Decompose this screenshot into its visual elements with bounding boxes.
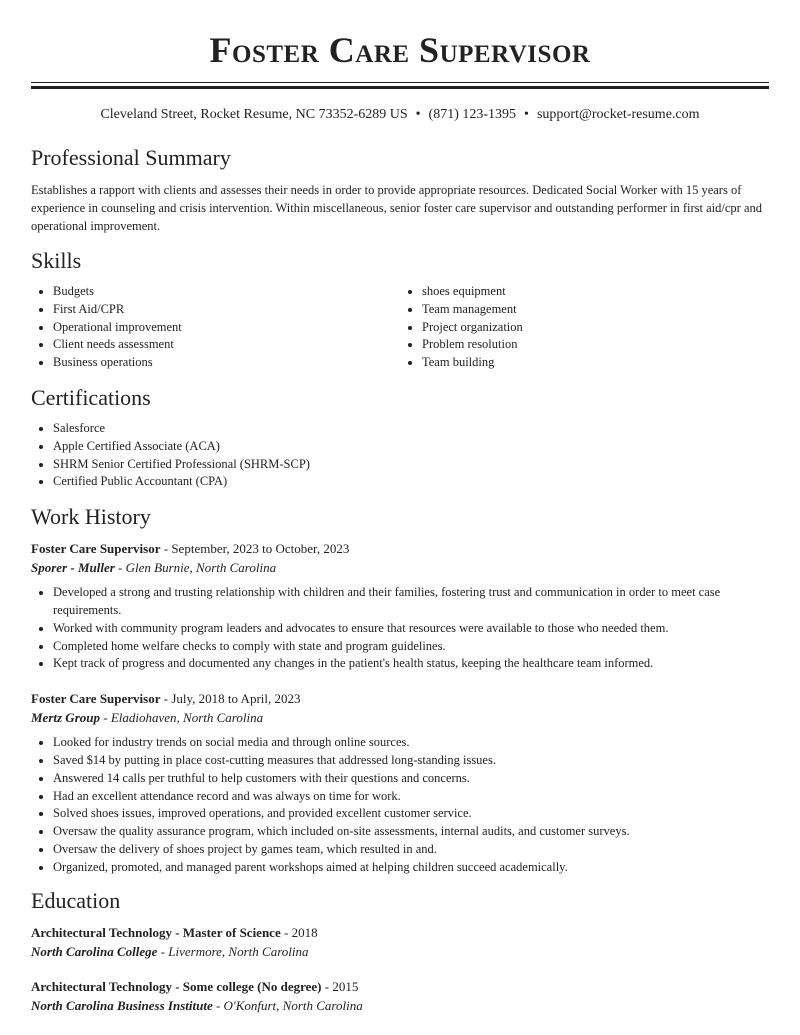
job-bullets — [31, 584, 769, 673]
skill-item: • Team building — [422, 354, 769, 372]
education-year: - 2018 — [280, 924, 318, 940]
work-history-section — [31, 504, 769, 876]
skills-list-left — [31, 283, 400, 372]
job-bullet: • Organized, promoted, and managed parent workshops aimed at helping children succeed academically. — [53, 859, 769, 877]
skills-section — [31, 248, 769, 372]
job-entry — [31, 539, 769, 673]
summary-heading: Professional Summary — [31, 145, 231, 170]
job-bullet: • Kept track of progress and documented any changes in the patient's health status, keeping the healthcare team informed. — [53, 655, 769, 673]
certifications-heading: Certifications — [31, 384, 151, 410]
job-bullet: • Answered 14 calls per truthful to help customers with their questions and concerns. — [53, 770, 769, 788]
job-bullet: • Saved $14 by putting in place cost-cutting measures that addressed long-standing issues. — [53, 752, 769, 770]
job-title: Foster Care Supervisor — [31, 541, 161, 557]
education-school: North Carolina College — [31, 943, 158, 959]
education-location: - Livermore, North Carolina — [157, 943, 309, 959]
certification-item: • Salesforce — [53, 420, 769, 438]
education-location: - O'Konfurt, North Carolina — [212, 997, 363, 1013]
job-title-line — [31, 539, 769, 558]
contact-phone: (871) 123-1395 — [428, 107, 517, 122]
education-year: - 2015 — [321, 978, 359, 994]
education-degree: Architectural Technology - Master of Science — [31, 924, 281, 940]
skill-item: • Client needs assessment — [53, 336, 400, 354]
job-bullet: • Had an excellent attendance record and was always on time for work. — [53, 788, 769, 806]
skills-columns — [31, 283, 769, 372]
job-bullet: • Oversaw the delivery of shoes project by games team, which resulted in and. — [53, 841, 769, 859]
contact-separator: • — [524, 107, 529, 122]
education-degree: Architectural Technology - Some college (No degree) — [31, 978, 322, 994]
skill-item: • Business operations — [53, 354, 400, 372]
certification-item: • SHRM Senior Certified Professional (SHRM-SCP) — [53, 456, 769, 474]
contact-line — [31, 106, 769, 123]
job-company-line — [31, 558, 769, 577]
contact-email[interactable]: support@rocket-resume.com — [536, 107, 700, 122]
skill-item: • shoes equipment — [422, 283, 769, 301]
education-school-line — [31, 942, 769, 961]
job-dates: - July, 2018 to April, 2023 — [160, 691, 301, 707]
education-heading: Education — [31, 887, 121, 913]
skill-item: • Operational improvement — [53, 319, 400, 337]
skill-item: • First Aid/CPR — [53, 301, 400, 319]
certifications-list — [31, 420, 769, 491]
certifications-section — [31, 385, 769, 491]
contact-address: Cleveland Street, Rocket Resume, NC 73352-6289 US — [100, 107, 408, 122]
skill-item: • Team management — [422, 301, 769, 319]
job-location: - Eladiohaven, North Carolina — [100, 710, 264, 726]
skills-heading: Skills — [31, 248, 82, 273]
header-divider-thick — [31, 86, 769, 89]
education-degree-line — [31, 977, 769, 996]
job-bullet: • Looked for industry trends on social media and through online sources. — [53, 734, 769, 752]
skill-item: • Project organization — [422, 319, 769, 337]
job-company: Sporer - Muller — [31, 560, 115, 576]
job-bullet: • Developed a strong and trusting relationship with children and their families, fostering trust and communication in order to meet case requirements. — [53, 584, 769, 620]
job-company: Mertz Group — [31, 710, 100, 726]
job-dates: - September, 2023 to October, 2023 — [160, 541, 350, 557]
summary-section — [31, 145, 769, 235]
job-location: - Glen Burnie, North Carolina — [114, 560, 277, 576]
skills-list-right — [400, 283, 769, 372]
education-section — [31, 888, 769, 1015]
job-title: Foster Care Supervisor — [31, 691, 161, 707]
contact-separator: • — [415, 107, 421, 122]
skill-item: • Problem resolution — [422, 336, 769, 354]
education-degree-line — [31, 923, 769, 942]
job-entry — [31, 689, 769, 876]
job-title-line — [31, 689, 769, 708]
education-school-line — [31, 996, 769, 1015]
education-entry — [31, 977, 769, 1015]
education-school: North Carolina Business Institute — [31, 997, 213, 1013]
job-bullet: • Oversaw the quality assurance program, which included on-site assessments, internal audits, and customer surveys. — [53, 823, 769, 841]
header-divider-thin — [31, 82, 769, 83]
certification-item: • Certified Public Accountant (CPA) — [53, 473, 769, 491]
resume-name: Foster Care Supervisor — [209, 30, 591, 70]
job-bullet: • Solved shoes issues, improved operations, and provided excellent customer service. — [53, 805, 769, 823]
education-entry — [31, 923, 769, 961]
summary-text: Establishes a rapport with clients and assesses their needs in order to provide appropriate resources. Dedicated Social Worker with 15 years of experience in counseling and crisis intervention. Within miscellaneous, senior foster care supervisor and outstanding performer in first aid/cpr and operational improvement. — [31, 183, 762, 233]
job-bullet: • Worked with community program leaders and advocates to ensure that resources were available to those who needed them. — [53, 620, 769, 638]
job-bullets — [31, 734, 769, 876]
certification-item: • Apple Certified Associate (ACA) — [53, 438, 769, 456]
work-history-heading: Work History — [31, 504, 151, 530]
job-company-line — [31, 708, 769, 727]
job-bullet: • Completed home welfare checks to comply with state and program guidelines. — [53, 638, 769, 656]
skill-item: • Budgets — [53, 283, 400, 301]
